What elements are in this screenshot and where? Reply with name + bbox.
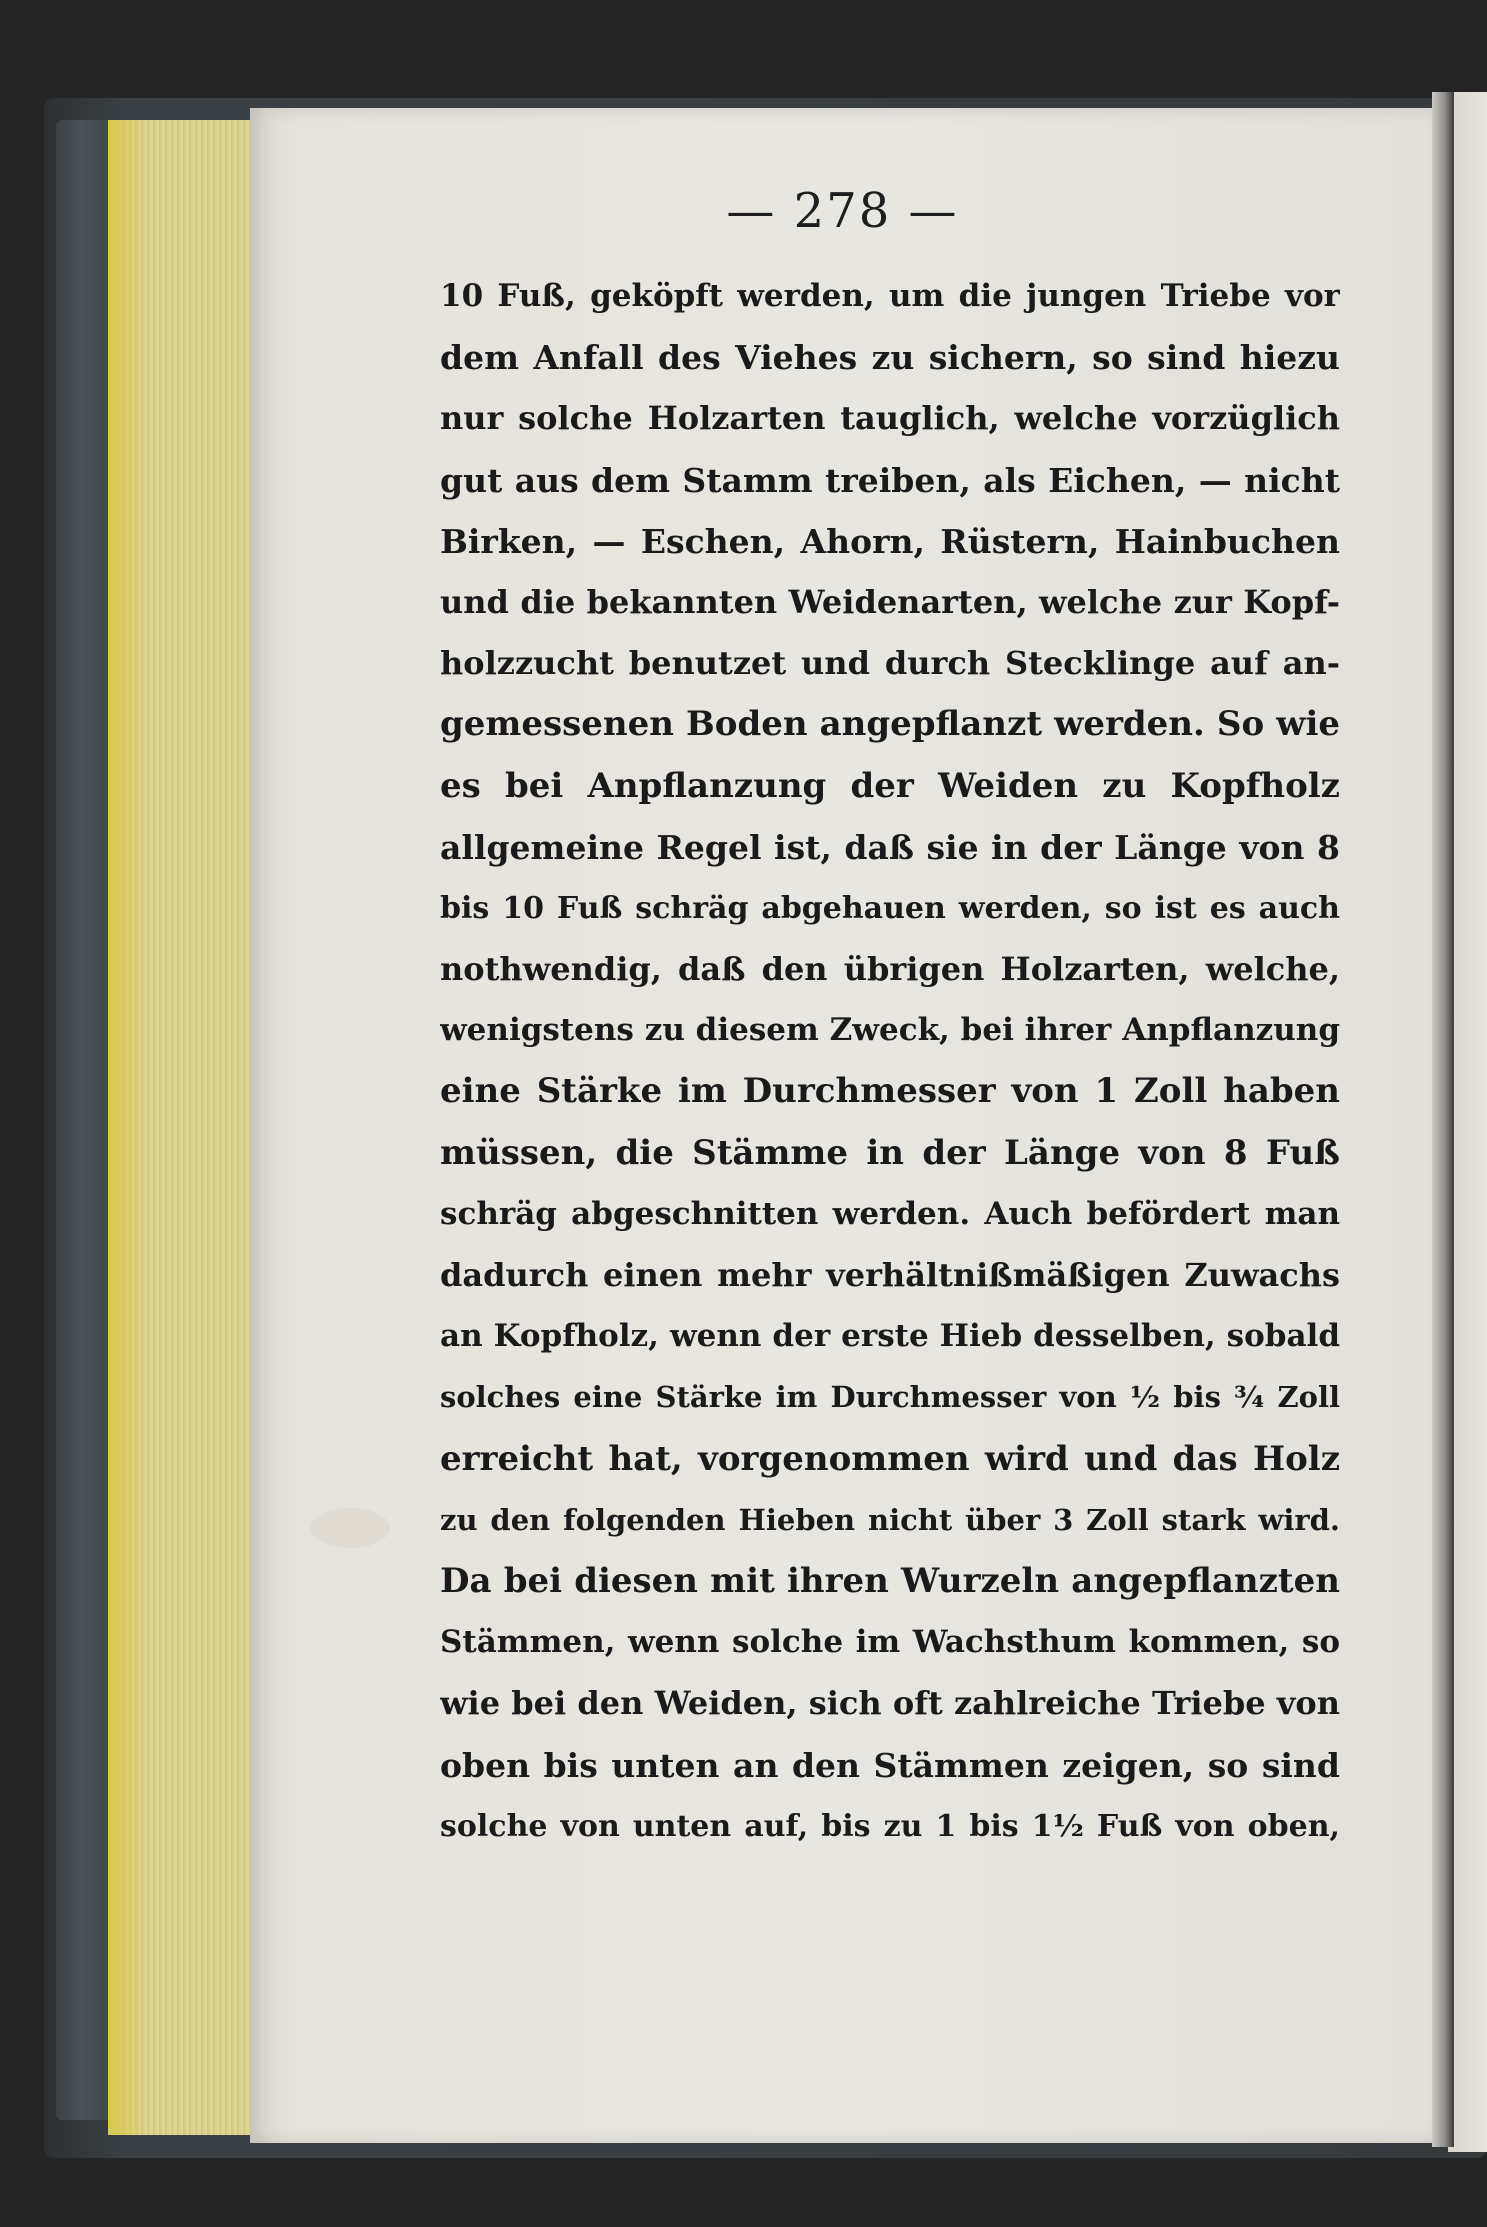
text-line: wenigstens zu diesem Zweck, bei ihrer Anpflanzung xyxy=(440,1012,1340,1049)
text-line: zu den folgenden Hieben nicht über 3 Zoll stark wird. xyxy=(440,1502,1340,1537)
text-line: solche von unten auf, bis zu 1 bis 1½ Fuß von oben, xyxy=(440,1808,1340,1844)
text-line: Da bei diesen mit ihren Wurzeln angepflanzten xyxy=(440,1560,1340,1601)
paper-stain xyxy=(310,1508,390,1548)
text-line: Birken, — Eschen, Ahorn, Rüstern, Hainbuchen xyxy=(440,521,1340,561)
text-line: allgemeine Regel ist, daß sie in der Länge von 8 xyxy=(440,827,1340,867)
text-line: dem Anfall des Viehes zu sichern, so sind hiezu xyxy=(440,338,1340,378)
text-line: müssen, die Stämme in der Länge von 8 Fuß xyxy=(440,1132,1340,1173)
text-line: nothwendig, daß den übrigen Holzarten, welche, xyxy=(440,950,1340,989)
page-number: — 278 — xyxy=(726,183,959,239)
text-line: eine Stärke im Durchmesser von 1 Zoll haben xyxy=(440,1071,1340,1112)
book-cover-edge xyxy=(56,120,116,2120)
text-line: solches eine Stärke im Durchmesser von ½ bis ¾ Zoll xyxy=(440,1380,1340,1415)
text-line: erreicht hat, vorgenommen wird und das Holz xyxy=(440,1438,1340,1479)
text-line: es bei Anpflanzung der Weiden zu Kopfholz xyxy=(440,765,1340,806)
text-line: bis 10 Fuß schräg abgehauen werden, so ist es auch xyxy=(440,890,1340,926)
text-line: dadurch einen mehr verhältnißmäßigen Zuwachs xyxy=(440,1256,1340,1294)
text-line: 10 Fuß, geköpft werden, um die jungen Triebe vor xyxy=(440,278,1340,314)
book-page xyxy=(250,108,1435,2143)
page-gutter-shadow xyxy=(1432,92,1454,2147)
text-line: an Kopfholz, wenn der erste Hieb desselben, sobald xyxy=(440,1318,1340,1355)
text-line: und die bekannten Weidenarten, welche zur Kopf- xyxy=(440,582,1340,621)
text-line: schräg abgeschnitten werden. Auch befördert man xyxy=(440,1195,1340,1232)
text-line: oben bis unten an den Stämmen zeigen, so sind xyxy=(440,1745,1340,1785)
text-line: wie bei den Weiden, sich oft zahlreiche Triebe von xyxy=(440,1684,1340,1723)
page-body-text xyxy=(440,266,1340,1857)
text-line: gemessenen Boden angepflanzt werden. So wie xyxy=(440,704,1340,745)
text-line: nur solche Holzarten tauglich, welche vorzüglich xyxy=(440,399,1340,438)
text-line: Stämmen, wenn solche im Wachsthum kommen, so xyxy=(440,1624,1340,1661)
page-edges xyxy=(108,120,258,2135)
text-line: holzzucht benutzet und durch Stecklinge auf an- xyxy=(440,644,1340,683)
text-line: gut aus dem Stamm treiben, als Eichen, — nicht xyxy=(440,460,1340,500)
